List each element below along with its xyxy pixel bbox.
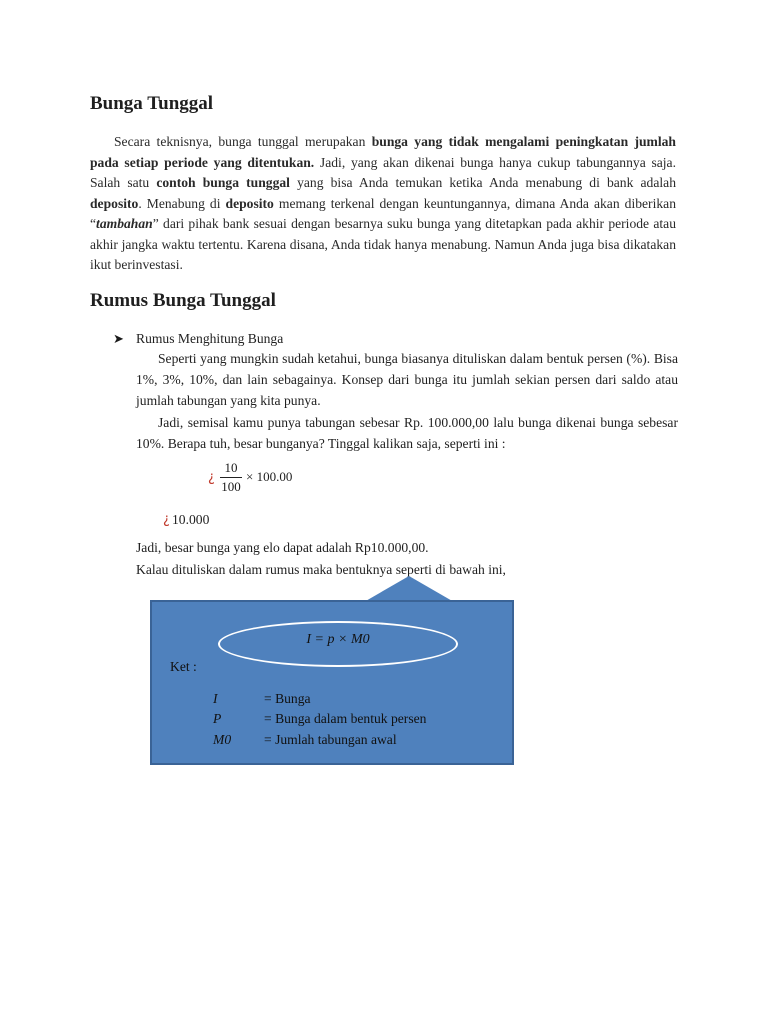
intro-segment: Jadi, yang akan dikenai bunga hanya cukup tabungannya saja. Salah satu <box>90 154 676 190</box>
intro-segment: ” dari pihak bank sesuai dengan besarnya suku bunga yang ditetapkan pada akhir periode atau akhir jangka waktu tertentu. Karena disana, Anda tidak hanya menabung. Namun Anda juga bisa dikatakan ikut berinvestasi. <box>90 216 676 272</box>
calc-fraction <box>220 460 242 495</box>
intro-segment: Secara teknisnya, bunga tunggal merupakan <box>114 134 372 149</box>
intro-segment: bunga yang tidak mengalami peningkatan jumlah pada setiap periode yang ditentukan. <box>90 134 676 170</box>
intro-segment: tambahan <box>96 216 153 231</box>
calc-result: 10.000 <box>172 512 210 527</box>
intro-segment: contoh bunga tunggal <box>156 175 290 190</box>
paragraph-intro <box>90 132 676 276</box>
heading-bunga-tunggal: Bunga Tunggal <box>90 93 214 114</box>
fraction-denominator: 100 <box>221 479 241 494</box>
var-i: I <box>213 691 218 706</box>
calc-result-symbol: ¿ <box>163 512 170 527</box>
callout-tip <box>364 576 454 602</box>
bullet-arrow-icon: ➤ <box>113 331 124 346</box>
fraction-numerator: 10 <box>220 460 242 478</box>
heading-rumus: Rumus Bunga Tunggal <box>90 290 276 311</box>
calc-multiplier: × 100.00 <box>246 469 293 484</box>
intro-segment: yang bisa Anda temukan ketika Anda menabung di bank adalah <box>289 175 676 190</box>
formula-intro: Kalau dituliskan dalam rumus maka bentuknya seperti di bawah ini, <box>136 562 506 577</box>
desc-m0: = Jumlah tabungan awal <box>264 732 397 747</box>
result-sentence: Jadi, besar bunga yang elo dapat adalah Rp10.000,00. <box>136 540 429 555</box>
desc-p: = Bunga dalam bentuk persen <box>264 711 427 726</box>
var-m0: M0 <box>213 732 232 747</box>
desc-i: = Bunga <box>264 691 311 706</box>
bullet-title: Rumus Menghitung Bunga <box>136 331 284 346</box>
var-p: P <box>213 711 222 726</box>
paragraph-example: Jadi, semisal kamu punya tabungan sebesar Rp. 100.000,00 lalu bunga dikenai bunga sebesar 10%. Berapa tuh, besar bunganya? Tinggal kalikan saja, seperti ini : <box>136 415 678 451</box>
calc-symbol: ¿ <box>208 470 215 485</box>
intro-segment: . Menabung di <box>138 195 226 211</box>
ket-label: Ket : <box>170 659 197 674</box>
intro-segment: deposito <box>90 195 139 211</box>
intro-segment: deposito <box>225 195 274 211</box>
paragraph-percent: Seperti yang mungkin sudah ketahui, bunga biasanya dituliskan dalam bentuk persen (%). Bisa 1%, 3%, 10%, dan lain sebagainya. Konsep dari bunga itu jumlah sekian persen dari saldo atau jumlah tabungan yang kita punya. <box>136 351 678 408</box>
formula-text: I = p × M0 <box>306 632 370 647</box>
intro-segment: memang terkenal dengan keuntungannya, dimana Anda akan diberikan “ <box>90 195 676 231</box>
